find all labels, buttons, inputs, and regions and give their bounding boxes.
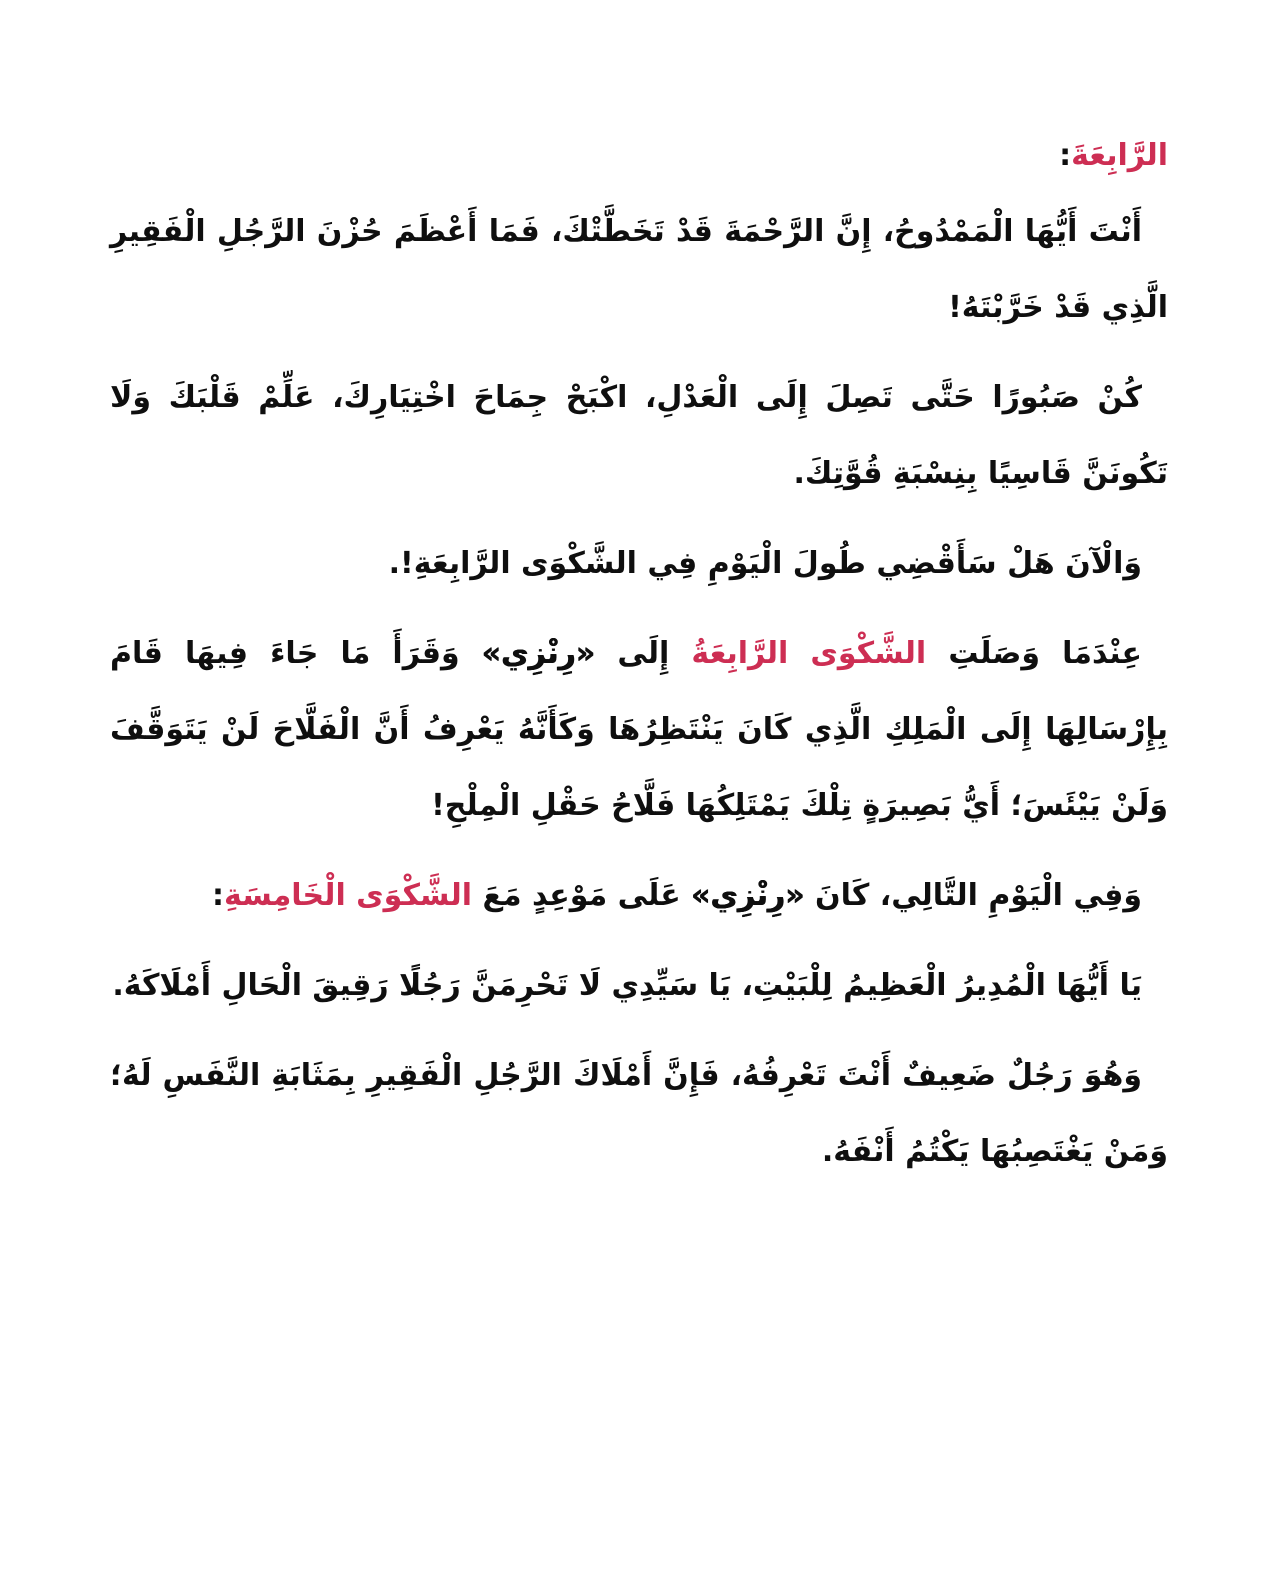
text-segment: عِنْدَمَا وَصَلَتِ <box>926 636 1143 671</box>
paragraph-complaint5-weak-man <box>110 1038 1168 1190</box>
text-segment: وَفِي الْيَوْمِ التَّالِي، كَانَ <box>804 878 1142 913</box>
accent-text-fifth-complaint: الشَّكْوَى الْخَامِسَةِ <box>224 878 472 913</box>
text-segment: وَقَرَأَ مَا جَاءَ فِيهَا قَامَ بِإِرْسَالِهَا إِلَى الْمَلِكِ الَّذِي كَانَ يَنْتَظِرُهَا وَكَأَنَّهُ يَعْرِفُ أَنَّ الْفَلَّاحَ لَنْ يَتَوَقَّفَ وَلَنْ يَيْئَسَ؛ أَيُّ بَصِيرَةٍ تِلْكَ يَمْتَلِكُهَا فَلَّاحُ حَقْلِ الْمِلْحِ! <box>110 636 1168 823</box>
section-heading-fourth-complaint <box>110 118 1168 194</box>
accent-text-fourth-complaint: الشَّكْوَى الرَّابِعَةُ <box>691 636 927 671</box>
text-segment: : <box>212 878 224 913</box>
text-segment: كُنْ صَبُورًا حَتَّى تَصِلَ إِلَى الْعَدْلِ، اكْبَحْ جِمَاحَ اخْتِيَارِكَ، عَلِّمْ قَلْبَكَ وَلَا تَكُونَنَّ قَاسِيًا بِنِسْبَةِ قُوَّتِكَ. <box>110 380 1168 491</box>
text-segment: وَالْآنَ هَلْ سَأَقْضِي طُولَ الْيَوْمِ فِي الشَّكْوَى الرَّابِعَةِ!. <box>388 546 1142 581</box>
text-segment: أَنْتَ أَيُّهَا الْمَمْدُوحُ، إِنَّ الرَّحْمَةَ قَدْ تَخَطَّتْكَ، فَمَا أَعْظَمَ حُزْنَ الرَّجُلِ الْفَقِيرِ الَّذِي قَدْ خَرَّبْتَهُ! <box>110 214 1168 325</box>
section-heading-text: الرَّابِعَةَ <box>1071 138 1168 173</box>
text-segment: عَلَى مَوْعِدٍ مَعَ <box>472 878 692 913</box>
paragraph-narration-fourth-sent-to-king <box>110 616 1168 844</box>
paragraph-complaint4-advice <box>110 360 1168 512</box>
text-segment: إِلَى <box>595 636 692 671</box>
paragraph-narration-next-day <box>110 858 1168 934</box>
paragraph-complaint4-opening <box>110 194 1168 346</box>
section-heading-colon: : <box>1059 138 1072 173</box>
character-name-renzi: «رِنْزِي» <box>691 878 805 913</box>
text-segment: يَا أَيُّهَا الْمُدِيرُ الْعَظِيمُ لِلْبَيْتِ، يَا سَيِّدِي لَا تَحْرِمَنَّ رَجُلًا رَقِيقَ الْحَالِ أَمْلَاكَهُ. <box>112 968 1142 1003</box>
paragraph-complaint4-closing <box>110 526 1168 602</box>
text-segment: وَهُوَ رَجُلٌ ضَعِيفٌ أَنْتَ تَعْرِفُهُ، فَإِنَّ أَمْلَاكَ الرَّجُلِ الْفَقِيرِ بِمَثَابَةِ النَّفَسِ لَهُ؛ وَمَنْ يَغْتَصِبُهَا يَكْتُمُ أَنْفَهُ. <box>110 1058 1168 1169</box>
character-name-renzi: «رِنْزِي» <box>481 636 596 671</box>
paragraph-complaint5-opening <box>110 948 1168 1024</box>
